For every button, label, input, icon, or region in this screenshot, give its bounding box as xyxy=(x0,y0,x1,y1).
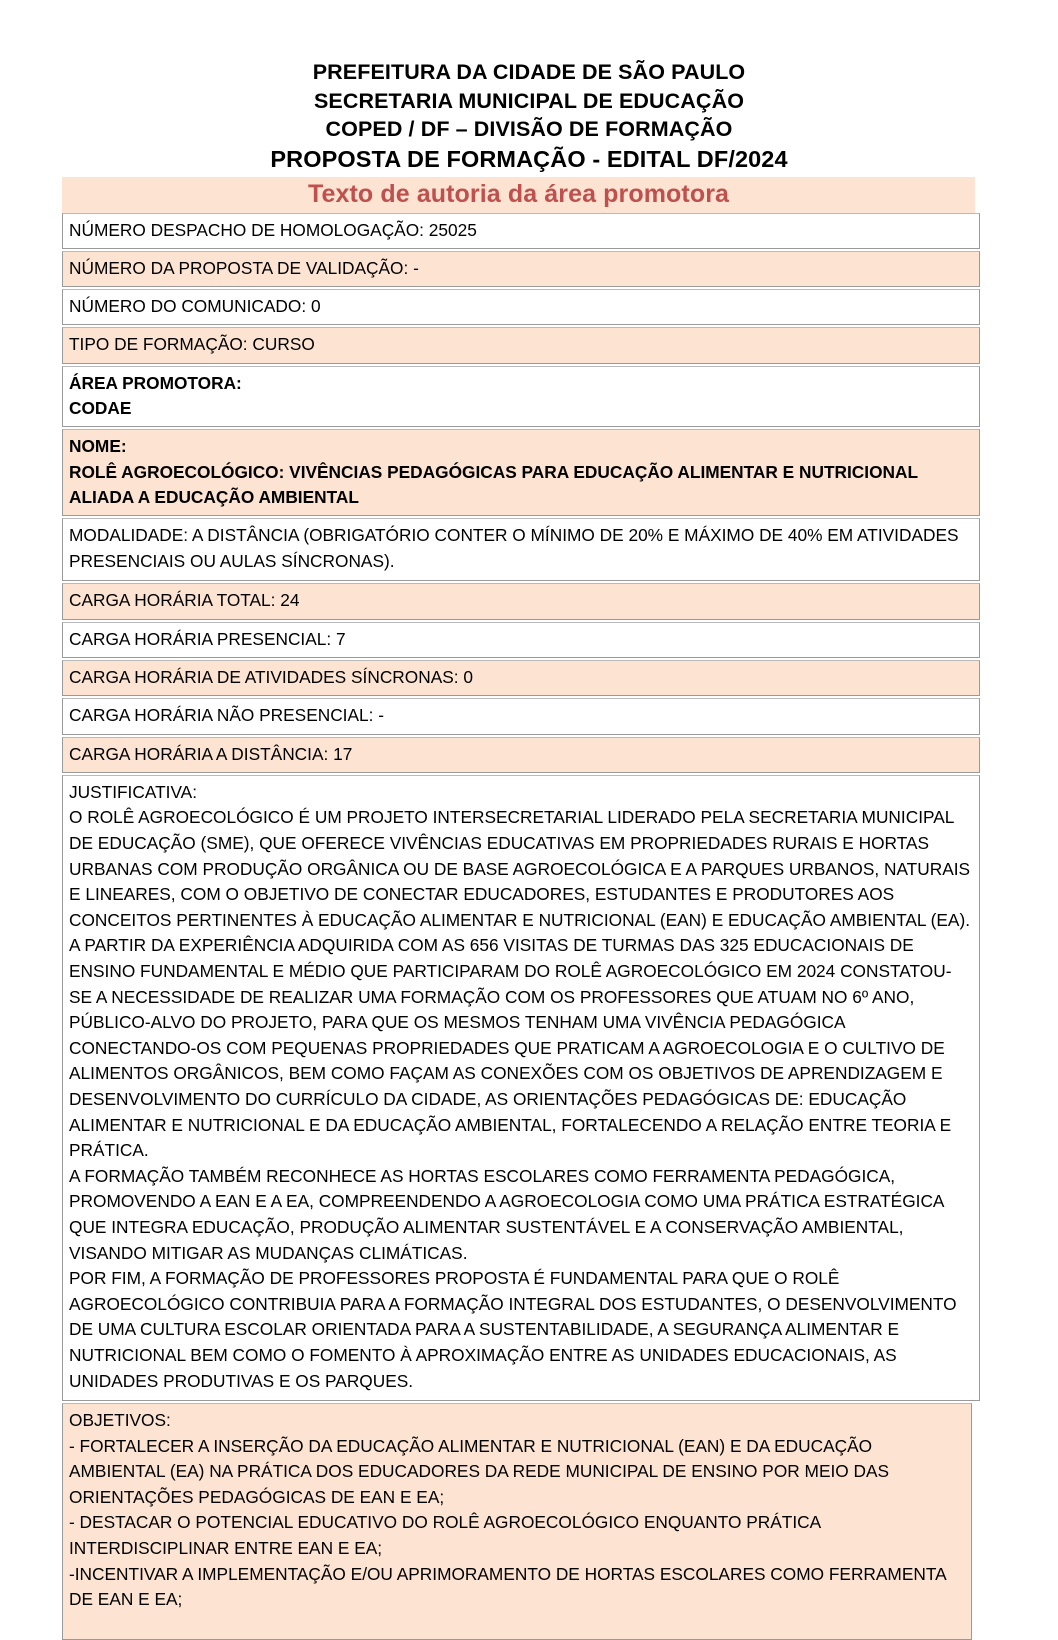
objetivos-item-3: -INCENTIVAR A IMPLEMENTAÇÃO E/OU APRIMORAMENTO DE HORTAS ESCOLARES COMO FERRAMENTA DE EAN E EA; xyxy=(69,1563,946,1610)
field-row-proposta-validacao xyxy=(62,251,980,287)
area-promotora-label: ÁREA PROMOTORA: xyxy=(69,372,242,393)
proposta-validacao-text: NÚMERO DA PROPOSTA DE VALIDAÇÃO: - xyxy=(69,257,419,278)
field-row-despacho-homologacao xyxy=(62,213,980,249)
field-row-comunicado xyxy=(62,289,980,325)
field-row-carga-presencial xyxy=(62,622,980,658)
field-row-justificativa xyxy=(62,775,980,1401)
header-line-secretaria: SECRETARIA MUNICIPAL DE EDUCAÇÃO xyxy=(313,88,745,113)
despacho-homologacao-text: NÚMERO DESPACHO DE HOMOLOGAÇÃO: 25025 xyxy=(69,219,477,240)
nome-value: ROLÊ AGROECOLÓGICO: VIVÊNCIAS PEDAGÓGICAS PARA EDUCAÇÃO ALIMENTAR E NUTRICIONAL ALIADA A EDUCAÇÃO AMBIENTAL xyxy=(69,461,918,507)
carga-distancia-text: CARGA HORÁRIA A DISTÂNCIA: 17 xyxy=(69,743,353,764)
carga-sincronas-text: CARGA HORÁRIA DE ATIVIDADES SÍNCRONAS: 0 xyxy=(69,666,473,687)
header-line-coped: COPED / DF – DIVISÃO DE FORMAÇÃO xyxy=(325,117,733,141)
objetivos-item-2: - DESTACAR O POTENCIAL EDUCATIVO DO ROLÊ AGROECOLÓGICO ENQUANTO PRÁTICA INTERDISCIPLINAR ENTRE EAN E EA; xyxy=(69,1512,821,1559)
comunicado-text: NÚMERO DO COMUNICADO: 0 xyxy=(69,296,321,317)
field-row-carga-distancia xyxy=(62,737,980,773)
field-row-carga-nao-presencial xyxy=(62,698,980,734)
objetivos-label: OBJETIVOS: xyxy=(69,1410,171,1431)
document-header xyxy=(0,0,1058,175)
carga-total-text: CARGA HORÁRIA TOTAL: 24 xyxy=(69,590,300,611)
area-promotora-value: CODAE xyxy=(69,397,132,418)
justificativa-paragraph-4: POR FIM, A FORMAÇÃO DE PROFESSORES PROPOSTA É FUNDAMENTAL PARA QUE O ROLÊ AGROECOLÓGICO CONTRIBUIA PARA A FORMAÇÃO INTEGRAL DOS ESTUDANTES, O DESENVOLVIMENTO DE UMA CULTURA ESCOLAR ORIENTADA PARA A SUSTENTABILIDADE, A SEGURANÇA ALIMENTAR E NUTRICIONAL BEM COMO O FOMENTO À APROXIMAÇÃO ENTRE AS UNIDADES EDUCACIONAIS, AS UNIDADES PRODUTIVAS E OS PARQUES. xyxy=(69,1268,957,1391)
proposta-fields-table xyxy=(62,213,980,1640)
field-row-carga-total xyxy=(62,583,980,619)
field-row-tipo-formacao xyxy=(62,327,980,363)
field-row-nome xyxy=(62,429,980,516)
field-row-area-promotora xyxy=(62,366,980,428)
justificativa-paragraph-3: A FORMAÇÃO TAMBÉM RECONHECE AS HORTAS ESCOLARES COMO FERRAMENTA PEDAGÓGICA, PROMOVENDO A EAN E A EA, COMPREENDENDO A AGROECOLOGIA COMO UMA PRÁTICA ESTRATÉGICA QUE INTEGRA EDUCAÇÃO, PRODUÇÃO ALIMENTAR SUSTENTÁVEL E A CONSERVAÇÃO AMBIENTAL, VISANDO MITIGAR AS MUDANÇAS CLIMÁTICAS. xyxy=(69,1165,944,1263)
field-row-carga-sincronas xyxy=(62,660,980,696)
header-line-proposta: PROPOSTA DE FORMAÇÃO - EDITAL DF/2024 xyxy=(270,145,788,172)
objetivos-item-1: - FORTALECER A INSERÇÃO DA EDUCAÇÃO ALIMENTAR E NUTRICIONAL (EAN) E DA EDUCAÇÃO AMBIENTAL (EA) NA PRÁTICA DOS EDUCADORES DA REDE MUNICIPAL DE ENSINO POR MEIO DAS ORIENTAÇÕES PEDAGÓGICAS DE EAN E EA; xyxy=(69,1435,890,1507)
justificativa-paragraph-1: O ROLÊ AGROECOLÓGICO É UM PROJETO INTERSECRETARIAL LIDERADO PELA SECRETARIA MUNICIPAL DE EDUCAÇÃO (SME), QUE OFERECE VIVÊNCIAS EDUCATIVAS EM PROPRIEDADES RURAIS E HORTAS URBANAS COM PRODUÇÃO ORGÂNICA OU DE BASE AGROECOLÓGICA E A PARQUES URBANOS, NATURAIS E LINEARES, COM O OBJETIVO DE CONECTAR EDUCADORES, ESTUDANTES E PRODUTORES AOS CONCEITOS PERTINENTES À EDUCAÇÃO ALIMENTAR E NUTRICIONAL (EAN) E EDUCAÇÃO AMBIENTAL (EA). xyxy=(69,807,971,930)
modalidade-text: MODALIDADE: A DISTÂNCIA (OBRIGATÓRIO CONTER O MÍNIMO DE 20% E MÁXIMO DE 40% EM ATIVIDADES PRESENCIAIS OU AULAS SÍNCRONAS). xyxy=(69,525,959,571)
nome-label: NOME: xyxy=(69,436,127,457)
autoria-banner-text: Texto de autoria da área promotora xyxy=(307,180,730,208)
carga-nao-presencial-text: CARGA HORÁRIA NÃO PRESENCIAL: - xyxy=(69,705,384,726)
carga-presencial-text: CARGA HORÁRIA PRESENCIAL: 7 xyxy=(69,628,346,649)
autoria-banner xyxy=(62,177,975,213)
tipo-formacao-text: TIPO DE FORMAÇÃO: CURSO xyxy=(69,334,315,355)
justificativa-label: JUSTIFICATIVA: xyxy=(69,781,198,802)
justificativa-paragraph-2: A PARTIR DA EXPERIÊNCIA ADQUIRIDA COM AS 656 VISITAS DE TURMAS DAS 325 EDUCACIONAIS DE ENSINO FUNDAMENTAL E MÉDIO QUE PARTICIPARAM DO ROLÊ AGROECOLÓGICO EM 2024 CONSTATOU-SE A NECESSIDADE DE REALIZAR UMA FORMAÇÃO COM OS PROFESSORES QUE ATUAM NO 6º ANO, PÚBLICO-ALVO DO PROJETO, PARA QUE OS MESMOS TENHAM UMA VIVÊNCIA PEDAGÓGICA CONECTANDO-OS COM PEQUENAS PROPRIEDADES QUE PRATICAM A AGROECOLOGIA E O CULTIVO DE ALIMENTOS ORGÂNICOS, BEM COMO FAÇAM AS CONEXÕES COM OS OBJETIVOS DE APRENDIZAGEM E DESENVOLVIMENTO DO CURRÍCULO DA CIDADE, AS ORIENTAÇÕES PEDAGÓGICAS DE: EDUCAÇÃO ALIMENTAR E NUTRICIONAL E DA EDUCAÇÃO AMBIENTAL, FORTALECENDO A RELAÇÃO ENTRE TEORIA E PRÁTICA. xyxy=(69,935,952,1161)
field-row-objetivos xyxy=(62,1403,972,1640)
field-row-modalidade xyxy=(62,518,980,581)
header-line-prefeitura: PREFEITURA DA CIDADE DE SÃO PAULO xyxy=(312,60,746,84)
